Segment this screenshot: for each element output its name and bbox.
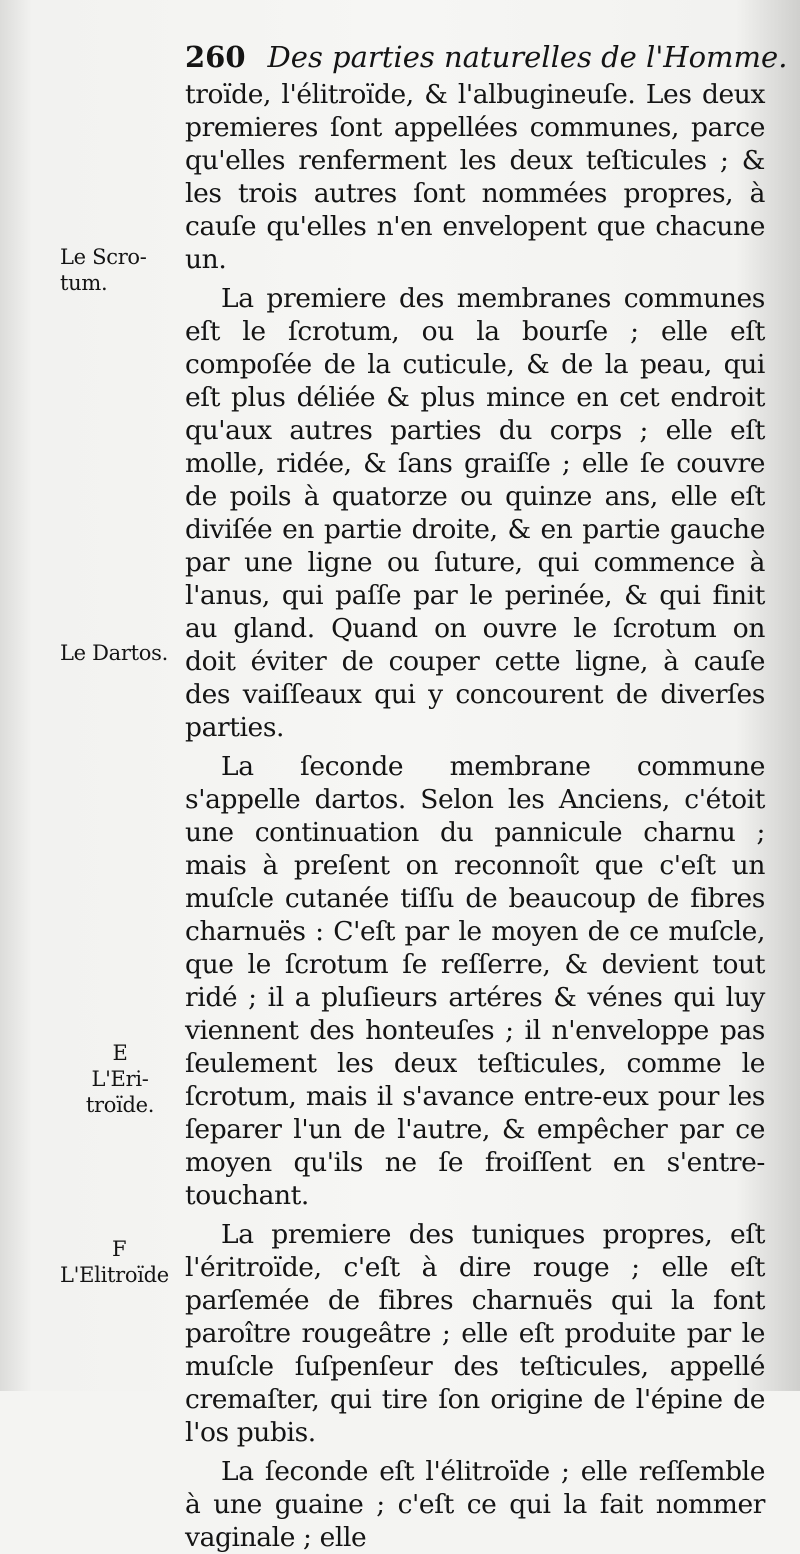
- margin-note-elitroide: [60, 1236, 185, 1288]
- paragraph: La premiere des membranes communes eſt le ſcrotum, ou la bourſe ; elle eſt compoſée de la cuticule, & de la peau, qui eſt plus déliée & plus mince en cet endroit qu'aux autres parties du corps ; elle eſt molle, ridée, & ſans graiſſe ; elle ſe couvre de poils à quatorze ou quinze ans, elle eſt diviſée en partie droite, & en partie gauche par une ligne ou ſuture, qui commence à l'anus, qui paſſe par le perinée, & qui finit au gland. Quand on ouvre le ſcrotum on doit éviter de couper cette ligne, à cauſe des vaiſſeaux qui y concourent de diverſes parties.: [185, 283, 765, 743]
- paragraph: La ſeconde eſt l'élitroïde ; elle reſſemble à une guaine ; c'eſt ce qui la fait nommer vaginale ; elle: [185, 1456, 765, 1553]
- page-number: 260: [185, 40, 246, 74]
- margin-note-line: Le Dartos.: [60, 641, 168, 665]
- margin-note-line: E: [112, 1041, 128, 1065]
- paragraph: La premiere des tuniques propres, eſt l'éritroïde, c'eſt à dire rouge ; elle eſt parſemée de fibres charnuës qui la font paroître rougeâtre ; elle eſt produite par le muſcle ſuſpenſeur des teſticules, appellé cremaſter, qui tire ſon origine de l'épine de l'os pubis.: [185, 1219, 765, 1448]
- margin-note-eritroide: [60, 1040, 180, 1118]
- margin-note-scrotum: [60, 244, 185, 296]
- body-text: [185, 78, 765, 1554]
- paragraph: La ſeconde membrane commune s'appelle dartos. Selon les Anciens, c'étoit une continuation du pannicule charnu ; mais à preſent on reconnoît que c'eſt un muſcle cutanée tiſſu de beaucoup de fibres charnuës : C'eſt par le moyen de ce muſcle, que le ſcrotum ſe reſſerre, & devient tout ridé ; il a pluſieurs artéres & vénes qui luy viennent des honteuſes ; il n'enveloppe pas ſeulement les deux teſticules, comme le ſcrotum, mais il s'avance entre-eux pour les ſeparer l'un de l'autre, & empêcher par ce moyen qu'ils ne ſe froiſſent en s'entre-touchant.: [185, 751, 765, 1211]
- margin-note-line: L'Eri-: [91, 1067, 149, 1091]
- margin-note-line: F: [112, 1237, 127, 1261]
- paragraph: troïde, l'élitroïde, & l'albugineuſe. Les deux premieres ſont appellées communes, parce qu'elles renferment les deux teſticules ; & les trois autres ſont nommées propres, à cauſe qu'elles n'en envelopent que chacune un.: [185, 79, 765, 275]
- margin-note-dartos: [60, 640, 185, 666]
- running-title: Des parties naturelles de l'Homme.: [267, 40, 788, 74]
- margin-note-line: troïde.: [85, 1093, 155, 1117]
- margin-note-line: tum.: [60, 271, 108, 295]
- margin-note-line: L'Elitroïde: [60, 1263, 169, 1287]
- margin-note-line: Le Scro-: [60, 245, 147, 269]
